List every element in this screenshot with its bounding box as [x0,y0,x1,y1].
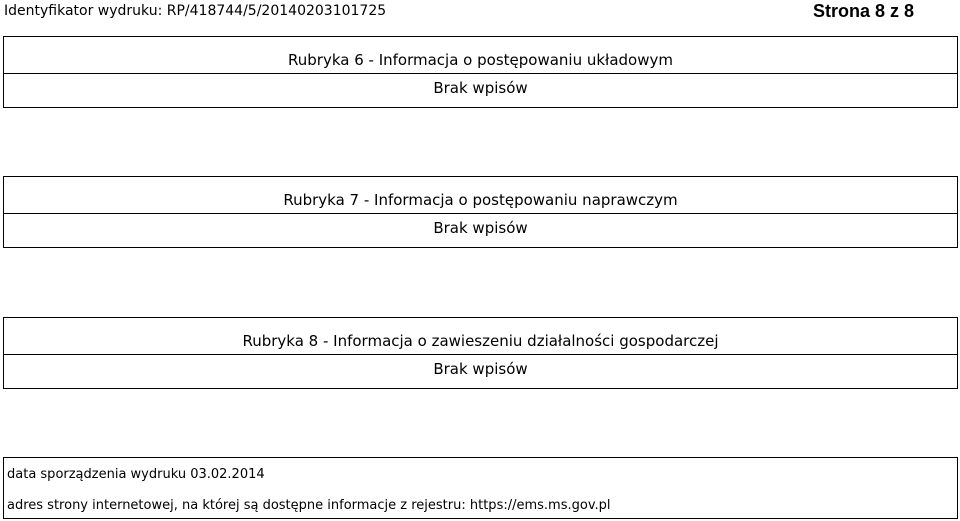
section-rubryka-6 [3,36,958,108]
print-footer [3,457,958,519]
section-body: Brak wpisów [3,213,958,248]
registry-url-note: adres strony internetowej, na której są dostępne informacje z rejestru: https://ems.ms.gov.pl [7,498,611,513]
section-rubryka-8 [3,317,958,389]
print-identifier: Identyfikator wydruku: RP/418744/5/20140203101725 [4,3,387,19]
section-title: Rubryka 8 - Informacja o zawieszeniu działalności gospodarczej [3,317,958,355]
page-number: Strona 8 z 8 [812,1,914,21]
section-title: Rubryka 7 - Informacja o postępowaniu naprawczym [3,176,958,214]
section-title: Rubryka 6 - Informacja o postępowaniu układowym [3,36,958,74]
section-body: Brak wpisów [3,73,958,108]
section-rubryka-7 [3,176,958,248]
section-body: Brak wpisów [3,354,958,389]
print-date: data sporządzenia wydruku 03.02.2014 [7,467,265,482]
